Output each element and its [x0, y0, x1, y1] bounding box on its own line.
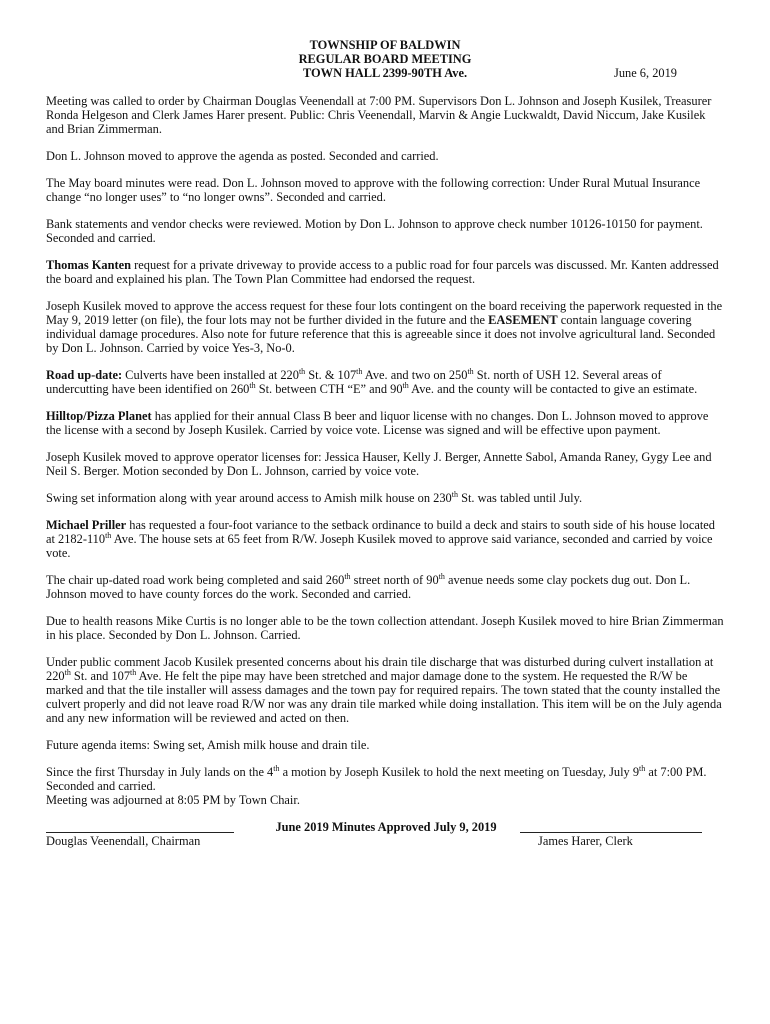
- road-work-text-a: The chair up-dated road work being completed and said 260: [46, 573, 345, 587]
- ordinal-suffix: th: [249, 380, 256, 390]
- road-text-f: Ave. and the county will be contacted to give an estimate.: [408, 382, 698, 396]
- next-meeting-text-c: at 7:00 PM. Seconded and carried.: [46, 765, 707, 793]
- road-text-b: St. & 107: [305, 368, 357, 382]
- ordinal-suffix: th: [130, 667, 137, 677]
- swing-text-b: St. was tabled until July.: [457, 491, 583, 505]
- collection-attendant-paragraph: Due to health reasons Mike Curtis is no longer able to be the town collection attendant. Joseph Kusilek moved to hire Brian Zimmerman in his place. Seconded by Don L. Johnson. Carried.: [46, 614, 724, 642]
- ordinal-suffix: th: [467, 366, 474, 376]
- road-work-paragraph: [46, 573, 726, 601]
- variance-text-b: Ave. The house sets at 65 feet from R/W. Joseph Kusilek moved to approve said variance, seconded and carried by voice vote.: [46, 532, 713, 560]
- ordinal-suffix: th: [64, 667, 71, 677]
- meeting-location: TOWN HALL 2399-90TH Ave.: [303, 66, 468, 80]
- meeting-date: June 6, 2019: [614, 66, 677, 80]
- agenda-paragraph: Don L. Johnson moved to approve the agenda as posted. Seconded and carried.: [46, 149, 439, 163]
- meeting-title: REGULAR BOARD MEETING: [298, 52, 472, 66]
- kanten-name: Thomas Kanten: [46, 258, 132, 272]
- ordinal-suffix: th: [402, 380, 409, 390]
- approval-text: June 2019 Minutes Approved July 9, 2019: [275, 820, 497, 834]
- kanten-paragraph: [46, 258, 726, 286]
- approval-line: [46, 820, 726, 834]
- next-meeting-paragraph: [46, 765, 726, 793]
- public-comment-paragraph: [46, 655, 726, 725]
- swing-set-paragraph: [46, 491, 726, 505]
- signatories: [46, 834, 726, 848]
- township-title: TOWNSHIP OF BALDWIN: [309, 38, 461, 52]
- ordinal-suffix: th: [105, 530, 112, 540]
- ordinal-suffix: th: [273, 763, 280, 773]
- comment-text-b: St. and 107: [70, 669, 131, 683]
- road-work-text-b: street north of 90: [350, 573, 439, 587]
- adjournment-paragraph: Meeting was adjourned at 8:05 PM by Town Chair.: [46, 793, 300, 807]
- ordinal-suffix: th: [344, 571, 351, 581]
- license-paragraph: [46, 409, 726, 437]
- future-agenda-paragraph: Future agenda items: Swing set, Amish milk house and drain tile.: [46, 738, 370, 752]
- road-update-paragraph: [46, 368, 726, 396]
- ordinal-suffix: th: [356, 366, 363, 376]
- road-work-text-c: avenue needs some clay pockets dug out. Don L. Johnson moved to have county forces do the work. Seconded and carried.: [46, 573, 691, 601]
- minutes-body: [46, 94, 726, 848]
- chairman-name: Douglas Veenendall, Chairman: [46, 834, 201, 848]
- bank-statements-paragraph: Bank statements and vendor checks were reviewed. Motion by Don L. Johnson to approve check number 10126-10150 for payment. Seconded and carried.: [46, 217, 703, 245]
- call-to-order-paragraph: Meeting was called to order by Chairman Douglas Veenendall at 7:00 PM. Supervisors Don L. Johnson and Joseph Kusilek, Treasurer Ronda Helgeson and Clerk James Harer present. Public: Chris Veenendall, Marvin & Angie Luckwaldt, David Niccum, Jake Kusilek and Brian Zimmerman.: [46, 94, 712, 136]
- comment-text-c: Ave. He felt the pipe may have been stretched and major damage done to the system. He requested the R/W be marked and that the tile installer will assess damages and the town pay for required repairs. The town stated that the county installed the culvert properly and did not leave road R/W nor was any drain tile marked while doing installation. This item will be on the July agenda and any new information will be reviewed and acted on then.: [46, 669, 722, 725]
- priller-name: Michael Priller: [46, 518, 127, 532]
- chairman-signature-rule: [46, 832, 234, 833]
- road-update-label: Road up-date:: [46, 368, 123, 382]
- license-text: has applied for their annual Class B beer and liquor license with no changes. Don L. Johnson moved to approve the license with a second by Joseph Kusilek. Carried by voice vote. License was signed and will be effective upon payment.: [46, 409, 709, 437]
- access-text-a: Joseph Kusilek moved to approve the access request for these four lots contingent on the board receiving the paperwork requested in the May 9, 2019 letter (on file), the four lots may not be further divided in the future and the: [46, 299, 723, 327]
- access-request-paragraph: [46, 299, 726, 355]
- ordinal-suffix: th: [438, 571, 445, 581]
- road-text-c: Ave. and two on 250: [362, 368, 468, 382]
- operator-licenses-paragraph: Joseph Kusilek moved to approve operator licenses for: Jessica Hauser, Kelly J. Berger, Annette Sabol, Amanda Raney, Gygy Lee and Neil S. Berger. Motion seconded by Don L. Johnson, carried by voice vote.: [46, 450, 712, 478]
- hilltop-name: Hilltop/Pizza Planet: [46, 409, 152, 423]
- ordinal-suffix: th: [298, 366, 306, 376]
- clerk-name: James Harer, Clerk: [538, 834, 633, 848]
- clerk-signature-rule: [520, 832, 702, 833]
- road-text-a: Culverts have been installed at 220: [122, 368, 299, 382]
- document-header: [0, 38, 770, 80]
- comment-text-a: Under public comment Jacob Kusilek presented concerns about his drain tile discharge that was disturbed during culvert installation at 220: [46, 655, 714, 683]
- next-meeting-text-a: Since the first Thursday in July lands on the 4: [46, 765, 274, 779]
- next-meeting-text-b: a motion by Joseph Kusilek to hold the next meeting on Tuesday, July 9: [279, 765, 640, 779]
- variance-text-a: has requested a four-foot variance to the setback ordinance to build a deck and stairs to south side of his house located at 2182-110: [46, 518, 715, 546]
- road-text-d: St. north of USH 12. Several areas of undercutting have been identified on 260: [46, 368, 662, 396]
- ordinal-suffix: th: [639, 763, 646, 773]
- ordinal-suffix: th: [451, 489, 458, 499]
- swing-text-a: Swing set information along with year around access to Amish milk house on 230: [46, 491, 452, 505]
- variance-paragraph: [46, 518, 726, 560]
- road-text-e: St. between CTH “E” and 90: [255, 382, 403, 396]
- access-text-b: contain language covering individual damage procedures. Also note for future reference that this is agreeable since it does not involve agricultural land. Seconded by Don L. Johnson. Carried by voice Yes-3, No-0.: [46, 313, 716, 355]
- easement-label: EASEMENT: [488, 313, 558, 327]
- kanten-text: request for a private driveway to provide access to a public road for four parcels was discussed. Mr. Kanten addressed the board and explained his plan. The Town Plan Committee had endorsed the request.: [46, 258, 719, 286]
- minutes-paragraph: The May board minutes were read. Don L. Johnson moved to approve with the following correction: Under Rural Mutual Insurance change “no longer uses” to “no longer owns”. Seconded and carried.: [46, 176, 701, 204]
